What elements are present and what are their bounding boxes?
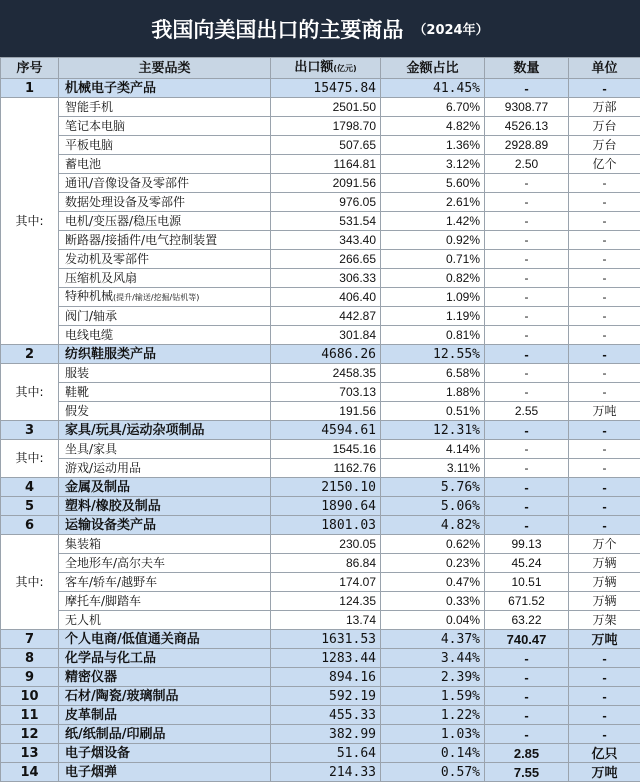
- category-qty: -: [485, 725, 569, 744]
- category-export: 51.64: [271, 744, 381, 763]
- item-qty: 671.52: [485, 592, 569, 611]
- item-qty: -: [485, 383, 569, 402]
- item-name-text: 无人机: [65, 613, 101, 627]
- item-unit: 万架: [569, 611, 640, 630]
- item-export: 1545.16: [271, 440, 381, 459]
- item-unit: 万吨: [569, 402, 640, 421]
- item-export: 2458.35: [271, 364, 381, 383]
- item-unit: -: [569, 459, 640, 478]
- item-qty: -: [485, 250, 569, 269]
- item-qty: 9308.77: [485, 98, 569, 117]
- category-seq: 9: [1, 668, 59, 687]
- item-unit: -: [569, 288, 640, 307]
- item-export: 174.07: [271, 573, 381, 592]
- item-name: [59, 212, 271, 231]
- item-name-text: 电线电缆: [65, 328, 113, 342]
- item-name-text: 智能手机: [65, 100, 113, 114]
- item-name: [59, 288, 271, 307]
- item-name: [59, 136, 271, 155]
- category-share: 4.37%: [381, 630, 485, 649]
- item-share: 6.70%: [381, 98, 485, 117]
- item-name-text: 假发: [65, 404, 89, 418]
- item-unit: 万部: [569, 98, 640, 117]
- category-row: [1, 630, 640, 649]
- item-row: [1, 155, 640, 174]
- category-name: 个人电商/低值通关商品: [59, 630, 271, 649]
- category-name: 塑料/橡胶及制品: [59, 497, 271, 516]
- item-name-text: 数据处理设备及零部件: [65, 195, 185, 209]
- header-export-label: 出口额: [294, 60, 333, 75]
- item-name-text: 特种机械: [65, 289, 113, 303]
- category-unit: 万吨: [569, 763, 640, 782]
- item-qty: -: [485, 288, 569, 307]
- item-unit: 万台: [569, 117, 640, 136]
- item-unit: -: [569, 326, 640, 345]
- item-share: 0.33%: [381, 592, 485, 611]
- item-share: 1.19%: [381, 307, 485, 326]
- export-table: [0, 57, 640, 782]
- item-name: [59, 326, 271, 345]
- item-row: [1, 307, 640, 326]
- item-name: [59, 402, 271, 421]
- item-qty: -: [485, 231, 569, 250]
- header-share: 金额占比: [381, 58, 485, 79]
- item-share: 1.09%: [381, 288, 485, 307]
- category-unit: -: [569, 687, 640, 706]
- category-seq: 8: [1, 649, 59, 668]
- item-row: [1, 136, 640, 155]
- item-unit: -: [569, 231, 640, 250]
- item-name: [59, 459, 271, 478]
- item-row: [1, 98, 640, 117]
- item-name-text: 通讯/音像设备及零部件: [65, 176, 189, 190]
- item-name: [59, 535, 271, 554]
- item-unit: -: [569, 212, 640, 231]
- item-share: 2.61%: [381, 193, 485, 212]
- header-export: [271, 58, 381, 79]
- category-qty: -: [485, 79, 569, 98]
- item-export: 406.40: [271, 288, 381, 307]
- category-unit: -: [569, 649, 640, 668]
- item-row: [1, 231, 640, 250]
- category-seq: 1: [1, 79, 59, 98]
- category-unit: -: [569, 725, 640, 744]
- item-name: [59, 440, 271, 459]
- item-share: 3.12%: [381, 155, 485, 174]
- item-qty: -: [485, 269, 569, 288]
- item-unit: 万辆: [569, 573, 640, 592]
- category-row: [1, 763, 640, 782]
- category-row: [1, 497, 640, 516]
- item-name-text: 平板电脑: [65, 138, 113, 152]
- category-name: 精密仪器: [59, 668, 271, 687]
- category-export: 2150.10: [271, 478, 381, 497]
- category-qty: 2.85: [485, 744, 569, 763]
- header-export-unit: (亿元): [333, 64, 356, 73]
- item-name: [59, 592, 271, 611]
- title-text: 我国向美国出口的主要商品: [151, 14, 403, 44]
- item-name-text: 蓄电池: [65, 157, 101, 171]
- category-seq: 5: [1, 497, 59, 516]
- category-row: [1, 668, 640, 687]
- item-qty: -: [485, 212, 569, 231]
- category-share: 0.14%: [381, 744, 485, 763]
- item-row: [1, 326, 640, 345]
- item-share: 0.23%: [381, 554, 485, 573]
- item-share: 0.92%: [381, 231, 485, 250]
- category-unit: -: [569, 706, 640, 725]
- item-export: 191.56: [271, 402, 381, 421]
- item-name: [59, 383, 271, 402]
- category-name: 机械电子类产品: [59, 79, 271, 98]
- item-unit: 亿个: [569, 155, 640, 174]
- title-year: （2024年）: [413, 19, 488, 38]
- category-row: [1, 421, 640, 440]
- item-name-text: 压缩机及风扇: [65, 271, 137, 285]
- category-share: 3.44%: [381, 649, 485, 668]
- item-row: [1, 364, 640, 383]
- category-name: 皮革制品: [59, 706, 271, 725]
- category-seq: 7: [1, 630, 59, 649]
- category-export: 455.33: [271, 706, 381, 725]
- category-unit: 亿只: [569, 744, 640, 763]
- item-qty: 63.22: [485, 611, 569, 630]
- item-export: 13.74: [271, 611, 381, 630]
- category-qty: -: [485, 345, 569, 364]
- item-share: 0.47%: [381, 573, 485, 592]
- item-qty: -: [485, 174, 569, 193]
- item-row: [1, 535, 640, 554]
- category-row: [1, 478, 640, 497]
- item-share: 1.42%: [381, 212, 485, 231]
- item-row: [1, 573, 640, 592]
- category-name: 石材/陶瓷/玻璃制品: [59, 687, 271, 706]
- category-seq: 12: [1, 725, 59, 744]
- item-export: 1162.76: [271, 459, 381, 478]
- category-share: 12.31%: [381, 421, 485, 440]
- item-share: 4.14%: [381, 440, 485, 459]
- item-qty: 2.55: [485, 402, 569, 421]
- item-name: [59, 554, 271, 573]
- item-name: [59, 307, 271, 326]
- item-export: 2091.56: [271, 174, 381, 193]
- category-unit: -: [569, 421, 640, 440]
- category-unit: -: [569, 79, 640, 98]
- item-export: 2501.50: [271, 98, 381, 117]
- group-label: 其中:: [1, 364, 59, 421]
- item-name: [59, 250, 271, 269]
- item-export: 306.33: [271, 269, 381, 288]
- item-row: [1, 212, 640, 231]
- item-unit: -: [569, 307, 640, 326]
- item-qty: 10.51: [485, 573, 569, 592]
- item-name: [59, 193, 271, 212]
- item-qty: 2.50: [485, 155, 569, 174]
- item-row: [1, 288, 640, 307]
- category-unit: -: [569, 668, 640, 687]
- category-name: 纺织鞋服类产品: [59, 345, 271, 364]
- item-export: 507.65: [271, 136, 381, 155]
- item-name: [59, 269, 271, 288]
- item-qty: -: [485, 326, 569, 345]
- category-row: [1, 649, 640, 668]
- category-seq: 14: [1, 763, 59, 782]
- category-qty: 7.55: [485, 763, 569, 782]
- header-qty: 数量: [485, 58, 569, 79]
- category-share: 12.55%: [381, 345, 485, 364]
- category-unit: 万吨: [569, 630, 640, 649]
- item-share: 0.81%: [381, 326, 485, 345]
- item-name-text: 鞋靴: [65, 385, 89, 399]
- category-share: 1.22%: [381, 706, 485, 725]
- category-qty: -: [485, 478, 569, 497]
- item-share: 6.58%: [381, 364, 485, 383]
- item-row: [1, 554, 640, 573]
- item-share: 4.82%: [381, 117, 485, 136]
- item-name: [59, 117, 271, 136]
- category-share: 1.59%: [381, 687, 485, 706]
- item-row: [1, 402, 640, 421]
- category-share: 5.76%: [381, 478, 485, 497]
- category-share: 41.45%: [381, 79, 485, 98]
- item-name-text: 笔记本电脑: [65, 119, 125, 133]
- category-row: [1, 687, 640, 706]
- category-name: 纸/纸制品/印刷品: [59, 725, 271, 744]
- item-row: [1, 440, 640, 459]
- item-unit: -: [569, 174, 640, 193]
- group-label: 其中:: [1, 535, 59, 630]
- item-unit: 万个: [569, 535, 640, 554]
- category-export: 214.33: [271, 763, 381, 782]
- item-qty: -: [485, 364, 569, 383]
- item-qty: 2928.89: [485, 136, 569, 155]
- category-qty: -: [485, 421, 569, 440]
- category-row: [1, 79, 640, 98]
- item-export: 266.65: [271, 250, 381, 269]
- item-unit: -: [569, 364, 640, 383]
- item-unit: -: [569, 440, 640, 459]
- item-qty: -: [485, 193, 569, 212]
- category-name: 运输设备类产品: [59, 516, 271, 535]
- category-export: 4594.61: [271, 421, 381, 440]
- item-name-text: 电机/变压器/稳压电源: [65, 214, 181, 228]
- item-name: [59, 155, 271, 174]
- category-share: 4.82%: [381, 516, 485, 535]
- category-name: 电子烟设备: [59, 744, 271, 763]
- item-name-text: 摩托车/脚踏车: [65, 594, 141, 608]
- item-name: [59, 98, 271, 117]
- item-export: 343.40: [271, 231, 381, 250]
- item-unit: 万台: [569, 136, 640, 155]
- item-share: 0.51%: [381, 402, 485, 421]
- item-export: 531.54: [271, 212, 381, 231]
- item-row: [1, 250, 640, 269]
- item-note: (提升/输送/挖掘/钻机等): [113, 293, 199, 302]
- item-qty: -: [485, 459, 569, 478]
- item-export: 1164.81: [271, 155, 381, 174]
- item-export: 976.05: [271, 193, 381, 212]
- item-share: 0.62%: [381, 535, 485, 554]
- category-share: 2.39%: [381, 668, 485, 687]
- category-export: 4686.26: [271, 345, 381, 364]
- category-qty: -: [485, 649, 569, 668]
- item-share: 0.71%: [381, 250, 485, 269]
- item-unit: -: [569, 193, 640, 212]
- group-label: 其中:: [1, 440, 59, 478]
- category-row: [1, 725, 640, 744]
- category-row: [1, 516, 640, 535]
- category-share: 0.57%: [381, 763, 485, 782]
- table-header-row: [1, 58, 640, 79]
- item-unit: 万辆: [569, 592, 640, 611]
- category-unit: -: [569, 497, 640, 516]
- item-unit: -: [569, 269, 640, 288]
- item-row: [1, 269, 640, 288]
- category-seq: 4: [1, 478, 59, 497]
- category-name: 电子烟弹: [59, 763, 271, 782]
- category-export: 894.16: [271, 668, 381, 687]
- item-row: [1, 611, 640, 630]
- item-name-text: 坐具/家具: [65, 442, 117, 456]
- item-row: [1, 592, 640, 611]
- item-share: 1.88%: [381, 383, 485, 402]
- category-row: [1, 744, 640, 763]
- item-qty: 45.24: [485, 554, 569, 573]
- item-row: [1, 383, 640, 402]
- category-seq: 11: [1, 706, 59, 725]
- category-seq: 6: [1, 516, 59, 535]
- category-seq: 10: [1, 687, 59, 706]
- item-row: [1, 459, 640, 478]
- item-row: [1, 193, 640, 212]
- item-qty: -: [485, 440, 569, 459]
- table-body: [1, 79, 640, 782]
- item-name-text: 集装箱: [65, 537, 101, 551]
- category-export: 592.19: [271, 687, 381, 706]
- item-name: [59, 573, 271, 592]
- page-title: [0, 0, 640, 57]
- item-share: 5.60%: [381, 174, 485, 193]
- item-qty: 99.13: [485, 535, 569, 554]
- category-qty: -: [485, 687, 569, 706]
- category-share: 5.06%: [381, 497, 485, 516]
- item-unit: -: [569, 383, 640, 402]
- category-name: 金属及制品: [59, 478, 271, 497]
- item-export: 124.35: [271, 592, 381, 611]
- item-qty: -: [485, 307, 569, 326]
- item-export: 1798.70: [271, 117, 381, 136]
- item-qty: 4526.13: [485, 117, 569, 136]
- category-name: 化学品与化工品: [59, 649, 271, 668]
- item-export: 301.84: [271, 326, 381, 345]
- category-qty: -: [485, 516, 569, 535]
- item-name-text: 阀门/轴承: [65, 309, 117, 323]
- item-share: 3.11%: [381, 459, 485, 478]
- category-name: 家具/玩具/运动杂项制品: [59, 421, 271, 440]
- item-row: [1, 117, 640, 136]
- item-share: 1.36%: [381, 136, 485, 155]
- category-share: 1.03%: [381, 725, 485, 744]
- item-share: 0.82%: [381, 269, 485, 288]
- category-export: 15475.84: [271, 79, 381, 98]
- item-unit: 万辆: [569, 554, 640, 573]
- item-export: 442.87: [271, 307, 381, 326]
- item-name-text: 断路器/接插件/电气控制装置: [65, 233, 217, 247]
- item-name: [59, 611, 271, 630]
- item-name: [59, 174, 271, 193]
- category-qty: 740.47: [485, 630, 569, 649]
- item-name-text: 全地形车/高尔夫车: [65, 556, 165, 570]
- item-name: [59, 364, 271, 383]
- category-seq: 2: [1, 345, 59, 364]
- category-export: 1890.64: [271, 497, 381, 516]
- category-seq: 3: [1, 421, 59, 440]
- item-export: 230.05: [271, 535, 381, 554]
- item-name-text: 游戏/运动用品: [65, 461, 141, 475]
- category-seq: 13: [1, 744, 59, 763]
- category-unit: -: [569, 516, 640, 535]
- category-row: [1, 345, 640, 364]
- category-export: 1631.53: [271, 630, 381, 649]
- item-row: [1, 174, 640, 193]
- header-category: 主要品类: [59, 58, 271, 79]
- item-name-text: 发动机及零部件: [65, 252, 149, 266]
- item-export: 86.84: [271, 554, 381, 573]
- item-name: [59, 231, 271, 250]
- item-share: 0.04%: [381, 611, 485, 630]
- category-export: 1801.03: [271, 516, 381, 535]
- category-qty: -: [485, 497, 569, 516]
- header-seq: 序号: [1, 58, 59, 79]
- category-export: 1283.44: [271, 649, 381, 668]
- category-unit: -: [569, 478, 640, 497]
- category-unit: -: [569, 345, 640, 364]
- category-qty: -: [485, 668, 569, 687]
- group-label: 其中:: [1, 98, 59, 345]
- category-export: 382.99: [271, 725, 381, 744]
- category-row: [1, 706, 640, 725]
- item-unit: -: [569, 250, 640, 269]
- header-unit: 单位: [569, 58, 640, 79]
- item-name-text: 服装: [65, 366, 89, 380]
- item-export: 703.13: [271, 383, 381, 402]
- category-qty: -: [485, 706, 569, 725]
- item-name-text: 客车/轿车/越野车: [65, 575, 157, 589]
